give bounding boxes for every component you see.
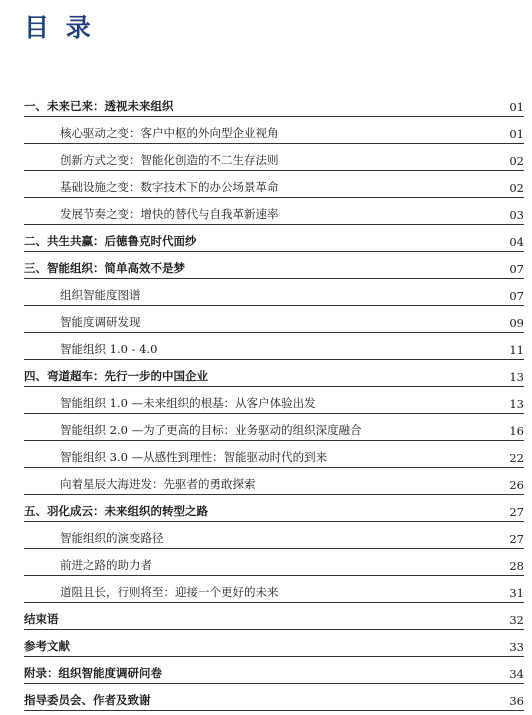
toc-section-entry[interactable] [24,603,524,630]
toc-section-entry[interactable] [24,495,524,522]
toc-section-entry[interactable] [24,684,524,711]
toc-entry-label: 四、弯道超车：先行一步的中国企业 [24,369,208,383]
toc-entry-page-number: 07 [509,262,524,276]
toc-entry-page-number: 33 [509,640,524,654]
toc-entry-label: 二、共生共赢：后德鲁克时代面纱 [24,234,197,248]
toc-entry-page-number: 34 [509,667,524,681]
toc-entry-label: 前进之路的助力者 [60,558,152,572]
toc-entry-label: 智能组织 3.0 —从感性到理性：智能驱动时代的到来 [60,450,328,464]
toc-entry-page-number: 36 [509,694,524,708]
toc-entry-label: 智能组织 1.0 - 4.0 [60,342,158,356]
toc-subsection-entry[interactable] [24,522,524,549]
toc-entry-page-number: 02 [509,154,524,168]
toc-entry-label: 向着星辰大海进发：先驱者的勇敢探索 [60,477,256,491]
toc-subsection-entry[interactable] [24,549,524,576]
toc-entry-page-number: 27 [509,532,524,546]
toc-entry-label: 道阻且长，行则将至：迎接一个更好的未来 [60,585,279,599]
toc-subsection-entry[interactable] [24,279,524,306]
toc-section-entry[interactable] [24,90,524,117]
toc-entry-page-number: 01 [509,100,524,114]
toc-entry-page-number: 31 [509,586,524,600]
toc-subsection-entry[interactable] [24,441,524,468]
toc-entry-label: 三、智能组织：简单高效不是梦 [24,261,185,275]
toc-entry-page-number: 11 [509,343,524,357]
toc-entry-page-number: 22 [509,451,524,465]
toc-entry-label: 附录：组织智能度调研问卷 [24,666,162,680]
toc-entry-label: 组织智能度图谱 [60,288,141,302]
toc-section-entry[interactable] [24,225,524,252]
toc-subsection-entry[interactable] [24,144,524,171]
toc-entry-page-number: 26 [509,478,524,492]
table-of-contents [24,90,524,711]
toc-section-entry[interactable] [24,252,524,279]
page-title: 目 录 [24,13,95,42]
toc-entry-page-number: 13 [509,370,524,384]
toc-entry-label: 结束语 [24,612,59,626]
toc-entry-page-number: 02 [509,181,524,195]
toc-entry-label: 一、未来已来：透视未来组织 [24,99,174,113]
toc-entry-label: 五、羽化成云：未来组织的转型之路 [24,504,208,518]
toc-entry-page-number: 03 [509,208,524,222]
toc-subsection-entry[interactable] [24,171,524,198]
toc-section-entry[interactable] [24,657,524,684]
toc-entry-page-number: 01 [509,127,524,141]
toc-subsection-entry[interactable] [24,576,524,603]
toc-entry-label: 指导委员会、作者及致谢 [24,693,151,707]
toc-entry-page-number: 07 [509,289,524,303]
toc-entry-page-number: 04 [509,235,524,249]
toc-entry-page-number: 09 [509,316,524,330]
toc-subsection-entry[interactable] [24,387,524,414]
toc-subsection-entry[interactable] [24,306,524,333]
toc-entry-label: 智能组织的演变路径 [60,531,164,545]
toc-subsection-entry[interactable] [24,117,524,144]
toc-entry-label: 创新方式之变：智能化创造的不二生存法则 [60,153,279,167]
toc-entry-label: 智能度调研发现 [60,315,141,329]
toc-entry-page-number: 28 [509,559,524,573]
toc-subsection-entry[interactable] [24,468,524,495]
toc-section-entry[interactable] [24,630,524,657]
toc-entry-page-number: 27 [509,505,524,519]
toc-entry-label: 核心驱动之变：客户中枢的外向型企业视角 [60,126,279,140]
toc-entry-label: 基础设施之变：数字技术下的办公场景革命 [60,180,279,194]
toc-entry-label: 智能组织 1.0 —未来组织的根基：从客户体验出发 [60,396,316,410]
toc-entry-page-number: 13 [509,397,524,411]
toc-entry-label: 智能组织 2.0 —为了更高的目标：业务驱动的组织深度融合 [60,423,362,437]
toc-entry-label: 参考文献 [24,639,70,653]
toc-entry-page-number: 16 [509,424,524,438]
toc-subsection-entry[interactable] [24,333,524,360]
toc-subsection-entry[interactable] [24,198,524,225]
toc-section-entry[interactable] [24,360,524,387]
toc-entry-page-number: 32 [509,613,524,627]
toc-subsection-entry[interactable] [24,414,524,441]
toc-entry-label: 发展节奏之变：增快的替代与自我革新速率 [60,207,279,221]
